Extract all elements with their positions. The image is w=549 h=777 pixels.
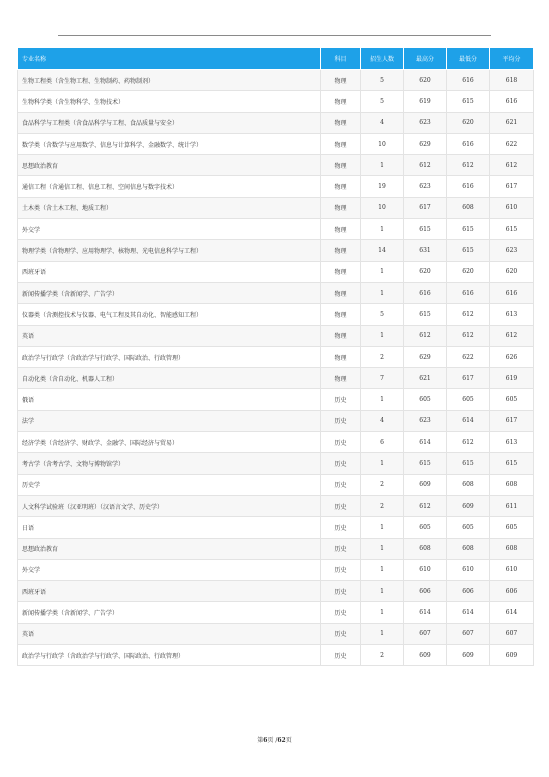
major-cell: 土木类（含土木工程、地质工程） — [18, 197, 321, 218]
avg-score-cell: 616 — [490, 91, 534, 112]
subject-cell: 物理 — [321, 240, 361, 261]
subject-cell: 历史 — [321, 389, 361, 410]
max-score-cell: 609 — [404, 645, 447, 666]
column-header-subject: 科目 — [321, 48, 361, 70]
min-score-cell: 612 — [447, 432, 490, 453]
table-row — [18, 517, 534, 538]
avg-score-cell: 615 — [490, 453, 534, 474]
enrollment-cell: 2 — [361, 346, 404, 367]
major-cell: 生物科学类（含生物科学、生物技术） — [18, 91, 321, 112]
avg-score-cell: 608 — [490, 538, 534, 559]
max-score-cell: 615 — [404, 304, 447, 325]
enrollment-cell: 10 — [361, 197, 404, 218]
column-header-max-score: 最高分 — [404, 48, 447, 70]
table-row — [18, 282, 534, 303]
major-cell: 新闻传播学类（含新闻学、广告学） — [18, 602, 321, 623]
enrollment-cell: 1 — [361, 517, 404, 538]
enrollment-cell: 7 — [361, 368, 404, 389]
subject-cell: 物理 — [321, 176, 361, 197]
major-cell: 生物工程类（含生物工程、生物制药、药物制剂） — [18, 70, 321, 91]
enrollment-cell: 1 — [361, 282, 404, 303]
table-row — [18, 645, 534, 666]
max-score-cell: 619 — [404, 91, 447, 112]
avg-score-cell: 605 — [490, 517, 534, 538]
subject-cell: 物理 — [321, 112, 361, 133]
subject-cell: 物理 — [321, 346, 361, 367]
max-score-cell: 609 — [404, 474, 447, 495]
page-footer — [0, 735, 549, 744]
table-row — [18, 602, 534, 623]
max-score-cell: 614 — [404, 432, 447, 453]
table-row — [18, 581, 534, 602]
enrollment-cell: 5 — [361, 70, 404, 91]
footer-suffix: 页 — [285, 737, 292, 744]
table-row — [18, 112, 534, 133]
avg-score-cell: 618 — [490, 70, 534, 91]
min-score-cell: 608 — [447, 538, 490, 559]
min-score-cell: 616 — [447, 133, 490, 154]
avg-score-cell: 622 — [490, 133, 534, 154]
subject-cell: 物理 — [321, 133, 361, 154]
max-score-cell: 606 — [404, 581, 447, 602]
min-score-cell: 616 — [447, 70, 490, 91]
subject-cell: 物理 — [321, 70, 361, 91]
avg-score-cell: 617 — [490, 176, 534, 197]
avg-score-cell: 614 — [490, 602, 534, 623]
min-score-cell: 605 — [447, 517, 490, 538]
avg-score-cell: 612 — [490, 325, 534, 346]
subject-cell: 历史 — [321, 495, 361, 516]
column-header-enrollment: 招生人数 — [361, 48, 404, 70]
subject-cell: 历史 — [321, 538, 361, 559]
subject-cell: 物理 — [321, 304, 361, 325]
subject-cell: 历史 — [321, 602, 361, 623]
avg-score-cell: 613 — [490, 432, 534, 453]
major-cell: 英语 — [18, 623, 321, 644]
major-cell: 考古学（含考古学、文物与博物馆学） — [18, 453, 321, 474]
subject-cell: 历史 — [321, 453, 361, 474]
major-cell: 西班牙语 — [18, 581, 321, 602]
current-page-number: 6 — [263, 737, 268, 744]
avg-score-cell: 609 — [490, 645, 534, 666]
min-score-cell: 610 — [447, 559, 490, 580]
enrollment-cell: 1 — [361, 623, 404, 644]
column-header-major: 专业名称 — [18, 48, 321, 70]
table-row — [18, 133, 534, 154]
enrollment-cell: 14 — [361, 240, 404, 261]
major-cell: 经济学类（含经济学、财政学、金融学、国际经济与贸易） — [18, 432, 321, 453]
enrollment-cell: 2 — [361, 474, 404, 495]
subject-cell: 历史 — [321, 559, 361, 580]
enrollment-cell: 1 — [361, 325, 404, 346]
major-cell: 政治学与行政学（含政治学与行政学、国际政治、行政管理） — [18, 645, 321, 666]
max-score-cell: 631 — [404, 240, 447, 261]
max-score-cell: 629 — [404, 346, 447, 367]
avg-score-cell: 621 — [490, 112, 534, 133]
major-cell: 物理学类（含物理学、应用物理学、核物理、光电信息科学与工程） — [18, 240, 321, 261]
subject-cell: 历史 — [321, 410, 361, 431]
table-row — [18, 453, 534, 474]
major-cell: 数学类（含数学与应用数学、信息与计算科学、金融数学、统计学） — [18, 133, 321, 154]
column-header-min-score: 最低分 — [447, 48, 490, 70]
major-cell: 思想政治教育 — [18, 155, 321, 176]
table-row — [18, 559, 534, 580]
max-score-cell: 623 — [404, 176, 447, 197]
min-score-cell: 606 — [447, 581, 490, 602]
footer-prefix: 第 — [257, 737, 264, 744]
table-row — [18, 538, 534, 559]
min-score-cell: 608 — [447, 197, 490, 218]
table-row — [18, 261, 534, 282]
table-row — [18, 474, 534, 495]
subject-cell: 物理 — [321, 368, 361, 389]
min-score-cell: 622 — [447, 346, 490, 367]
min-score-cell: 612 — [447, 155, 490, 176]
admission-scores-table — [17, 47, 534, 666]
max-score-cell: 629 — [404, 133, 447, 154]
major-cell: 人文科学试验班（汉亚明班）（汉语言文学、历史学） — [18, 495, 321, 516]
enrollment-cell: 1 — [361, 559, 404, 580]
max-score-cell: 623 — [404, 112, 447, 133]
enrollment-cell: 1 — [361, 389, 404, 410]
footer-middle: 页 / — [267, 737, 278, 744]
subject-cell: 历史 — [321, 623, 361, 644]
subject-cell: 历史 — [321, 474, 361, 495]
min-score-cell: 609 — [447, 495, 490, 516]
total-pages-number: 62 — [277, 737, 286, 744]
enrollment-cell: 5 — [361, 91, 404, 112]
enrollment-cell: 1 — [361, 261, 404, 282]
min-score-cell: 615 — [447, 91, 490, 112]
major-cell: 日语 — [18, 517, 321, 538]
max-score-cell: 607 — [404, 623, 447, 644]
table-header-row — [18, 48, 534, 70]
max-score-cell: 610 — [404, 559, 447, 580]
min-score-cell: 615 — [447, 219, 490, 240]
major-cell: 自动化类（含自动化、机器人工程） — [18, 368, 321, 389]
max-score-cell: 605 — [404, 389, 447, 410]
avg-score-cell: 623 — [490, 240, 534, 261]
max-score-cell: 617 — [404, 197, 447, 218]
table-row — [18, 346, 534, 367]
enrollment-cell: 1 — [361, 581, 404, 602]
major-cell: 外交学 — [18, 559, 321, 580]
avg-score-cell: 611 — [490, 495, 534, 516]
major-cell: 政治学与行政学（含政治学与行政学、国际政治、行政管理） — [18, 346, 321, 367]
min-score-cell: 615 — [447, 453, 490, 474]
table-row — [18, 70, 534, 91]
max-score-cell: 620 — [404, 261, 447, 282]
table-row — [18, 325, 534, 346]
major-cell: 法学 — [18, 410, 321, 431]
max-score-cell: 615 — [404, 219, 447, 240]
subject-cell: 物理 — [321, 261, 361, 282]
avg-score-cell: 619 — [490, 368, 534, 389]
max-score-cell: 616 — [404, 282, 447, 303]
subject-cell: 物理 — [321, 325, 361, 346]
avg-score-cell: 612 — [490, 155, 534, 176]
table-row — [18, 410, 534, 431]
subject-cell: 物理 — [321, 91, 361, 112]
max-score-cell: 612 — [404, 325, 447, 346]
min-score-cell: 617 — [447, 368, 490, 389]
avg-score-cell: 620 — [490, 261, 534, 282]
avg-score-cell: 626 — [490, 346, 534, 367]
column-header-avg-score: 平均分 — [490, 48, 534, 70]
enrollment-cell: 4 — [361, 410, 404, 431]
major-cell: 外交学 — [18, 219, 321, 240]
enrollment-cell: 2 — [361, 495, 404, 516]
max-score-cell: 605 — [404, 517, 447, 538]
min-score-cell: 612 — [447, 304, 490, 325]
table-row — [18, 432, 534, 453]
max-score-cell: 623 — [404, 410, 447, 431]
subject-cell: 物理 — [321, 155, 361, 176]
subject-cell: 历史 — [321, 432, 361, 453]
avg-score-cell: 605 — [490, 389, 534, 410]
enrollment-cell: 1 — [361, 155, 404, 176]
min-score-cell: 608 — [447, 474, 490, 495]
min-score-cell: 616 — [447, 176, 490, 197]
table-row — [18, 219, 534, 240]
max-score-cell: 612 — [404, 495, 447, 516]
max-score-cell: 621 — [404, 368, 447, 389]
table-row — [18, 91, 534, 112]
avg-score-cell: 610 — [490, 559, 534, 580]
enrollment-cell: 2 — [361, 645, 404, 666]
major-cell: 俄语 — [18, 389, 321, 410]
subject-cell: 物理 — [321, 197, 361, 218]
major-cell: 新闻传播学类（含新闻学、广告学） — [18, 282, 321, 303]
max-score-cell: 620 — [404, 70, 447, 91]
subject-cell: 历史 — [321, 517, 361, 538]
max-score-cell: 614 — [404, 602, 447, 623]
subject-cell: 历史 — [321, 581, 361, 602]
table-row — [18, 197, 534, 218]
major-cell: 思想政治教育 — [18, 538, 321, 559]
enrollment-cell: 1 — [361, 219, 404, 240]
avg-score-cell: 607 — [490, 623, 534, 644]
table-body — [18, 70, 534, 666]
enrollment-cell: 1 — [361, 602, 404, 623]
min-score-cell: 612 — [447, 325, 490, 346]
min-score-cell: 614 — [447, 602, 490, 623]
major-cell: 食品科学与工程类（含食品科学与工程、食品质量与安全） — [18, 112, 321, 133]
avg-score-cell: 606 — [490, 581, 534, 602]
enrollment-cell: 19 — [361, 176, 404, 197]
min-score-cell: 620 — [447, 112, 490, 133]
avg-score-cell: 610 — [490, 197, 534, 218]
avg-score-cell: 616 — [490, 282, 534, 303]
major-cell: 历史学 — [18, 474, 321, 495]
min-score-cell: 614 — [447, 410, 490, 431]
min-score-cell: 620 — [447, 261, 490, 282]
subject-cell: 物理 — [321, 219, 361, 240]
major-cell: 英语 — [18, 325, 321, 346]
major-cell: 通信工程（含通信工程、信息工程、空间信息与数字技术） — [18, 176, 321, 197]
table-row — [18, 623, 534, 644]
subject-cell: 物理 — [321, 282, 361, 303]
table-row — [18, 240, 534, 261]
min-score-cell: 616 — [447, 282, 490, 303]
max-score-cell: 615 — [404, 453, 447, 474]
table-row — [18, 495, 534, 516]
table-row — [18, 368, 534, 389]
min-score-cell: 609 — [447, 645, 490, 666]
avg-score-cell: 608 — [490, 474, 534, 495]
enrollment-cell: 1 — [361, 538, 404, 559]
enrollment-cell: 1 — [361, 453, 404, 474]
max-score-cell: 612 — [404, 155, 447, 176]
header-rule — [58, 35, 491, 36]
min-score-cell: 607 — [447, 623, 490, 644]
enrollment-cell: 4 — [361, 112, 404, 133]
table-row — [18, 304, 534, 325]
table-row — [18, 176, 534, 197]
avg-score-cell: 617 — [490, 410, 534, 431]
enrollment-cell: 6 — [361, 432, 404, 453]
min-score-cell: 605 — [447, 389, 490, 410]
major-cell: 西班牙语 — [18, 261, 321, 282]
table-row — [18, 155, 534, 176]
enrollment-cell: 10 — [361, 133, 404, 154]
enrollment-cell: 5 — [361, 304, 404, 325]
subject-cell: 历史 — [321, 645, 361, 666]
max-score-cell: 608 — [404, 538, 447, 559]
major-cell: 仪器类（含测控技术与仪器、电气工程及其自动化、智能感知工程） — [18, 304, 321, 325]
avg-score-cell: 613 — [490, 304, 534, 325]
min-score-cell: 615 — [447, 240, 490, 261]
avg-score-cell: 615 — [490, 219, 534, 240]
table-row — [18, 389, 534, 410]
